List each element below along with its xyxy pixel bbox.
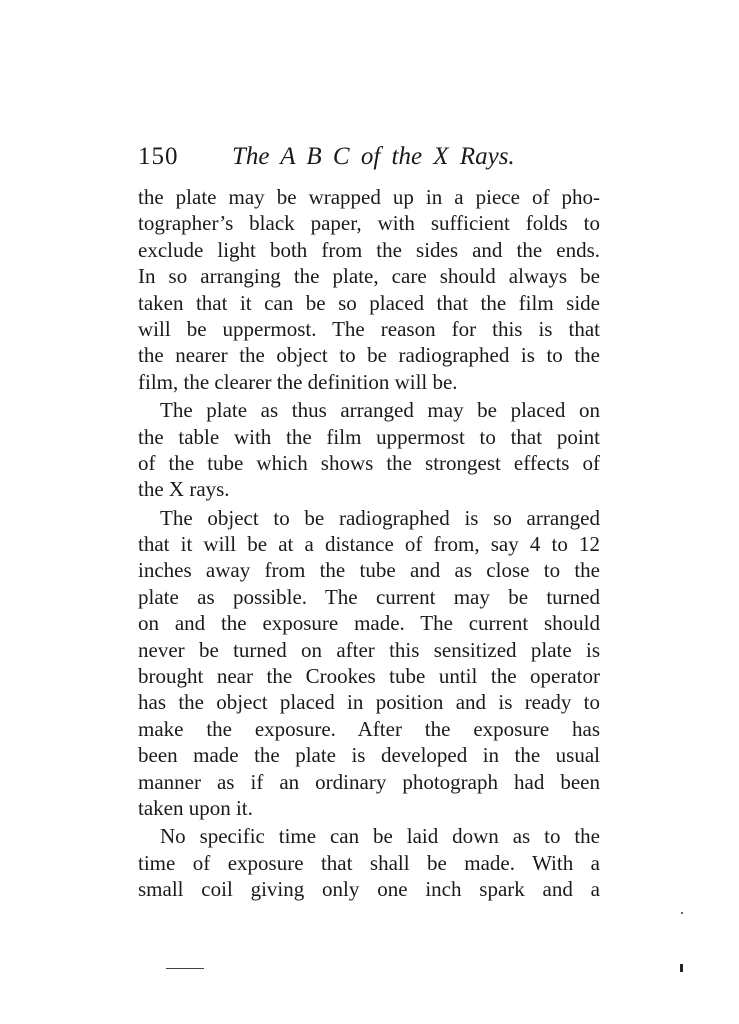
scan-speck [681, 912, 683, 914]
text-line: taken that it can be so placed that the film side [138, 290, 600, 315]
paragraph-3 [138, 505, 600, 822]
text-line: of the tube which shows the strongest effects of [138, 450, 600, 475]
text-line: been made the plate is developed in the usual [138, 743, 600, 768]
text-line: that it will be at a distance of from, say 4 to 12 [138, 532, 600, 557]
body-text [138, 184, 600, 905]
text-line: small coil giving only one inch spark and a [138, 877, 600, 902]
text-line: inches away from the tube and as close to the [138, 558, 600, 583]
text-line: tographer’s black paper, with sufficient folds to [138, 211, 600, 236]
scan-rule-mark [166, 968, 204, 969]
text-line: taken upon it. [138, 795, 253, 820]
text-line: film, the clearer the definition will be. [138, 369, 458, 394]
text-line: has the object placed in position and is ready to [138, 690, 600, 715]
running-title: The A B C of the X Rays. [232, 143, 515, 170]
scan-tick-mark [680, 964, 683, 972]
text-line: exclude light both from the sides and the ends. [138, 237, 600, 262]
paragraph-4 [138, 823, 600, 902]
text-line: The object to be radiographed is so arranged [160, 505, 600, 530]
text-line: plate as possible. The current may be turned [138, 584, 600, 609]
text-line: brought near the Crookes tube until the operator [138, 664, 600, 689]
text-line: on and the exposure made. The current should [138, 611, 600, 636]
text-line: The plate as thus arranged may be placed on [160, 398, 600, 423]
text-line: the X rays. [138, 477, 230, 502]
text-line: time of exposure that shall be made. With a [138, 850, 600, 875]
text-line: the table with the film uppermost to that point [138, 424, 600, 449]
text-line: manner as if an ordinary photograph had been [138, 769, 600, 794]
page-number: 150 [138, 143, 179, 170]
text-line: In so arranging the plate, care should always be [138, 264, 600, 289]
text-line: the plate may be wrapped up in a piece of pho- [138, 185, 600, 209]
text-line: No specific time can be laid down as to the [160, 824, 600, 849]
text-line: never be turned on after this sensitized plate is [138, 637, 600, 662]
paragraph-2 [138, 397, 600, 503]
running-head [138, 140, 600, 174]
paragraph-1 [138, 184, 600, 395]
text-line: will be uppermost. The reason for this is that [138, 316, 600, 341]
text-line: make the exposure. After the exposure has [138, 716, 600, 741]
text-line: the nearer the object to be radiographed is to the [138, 343, 600, 368]
